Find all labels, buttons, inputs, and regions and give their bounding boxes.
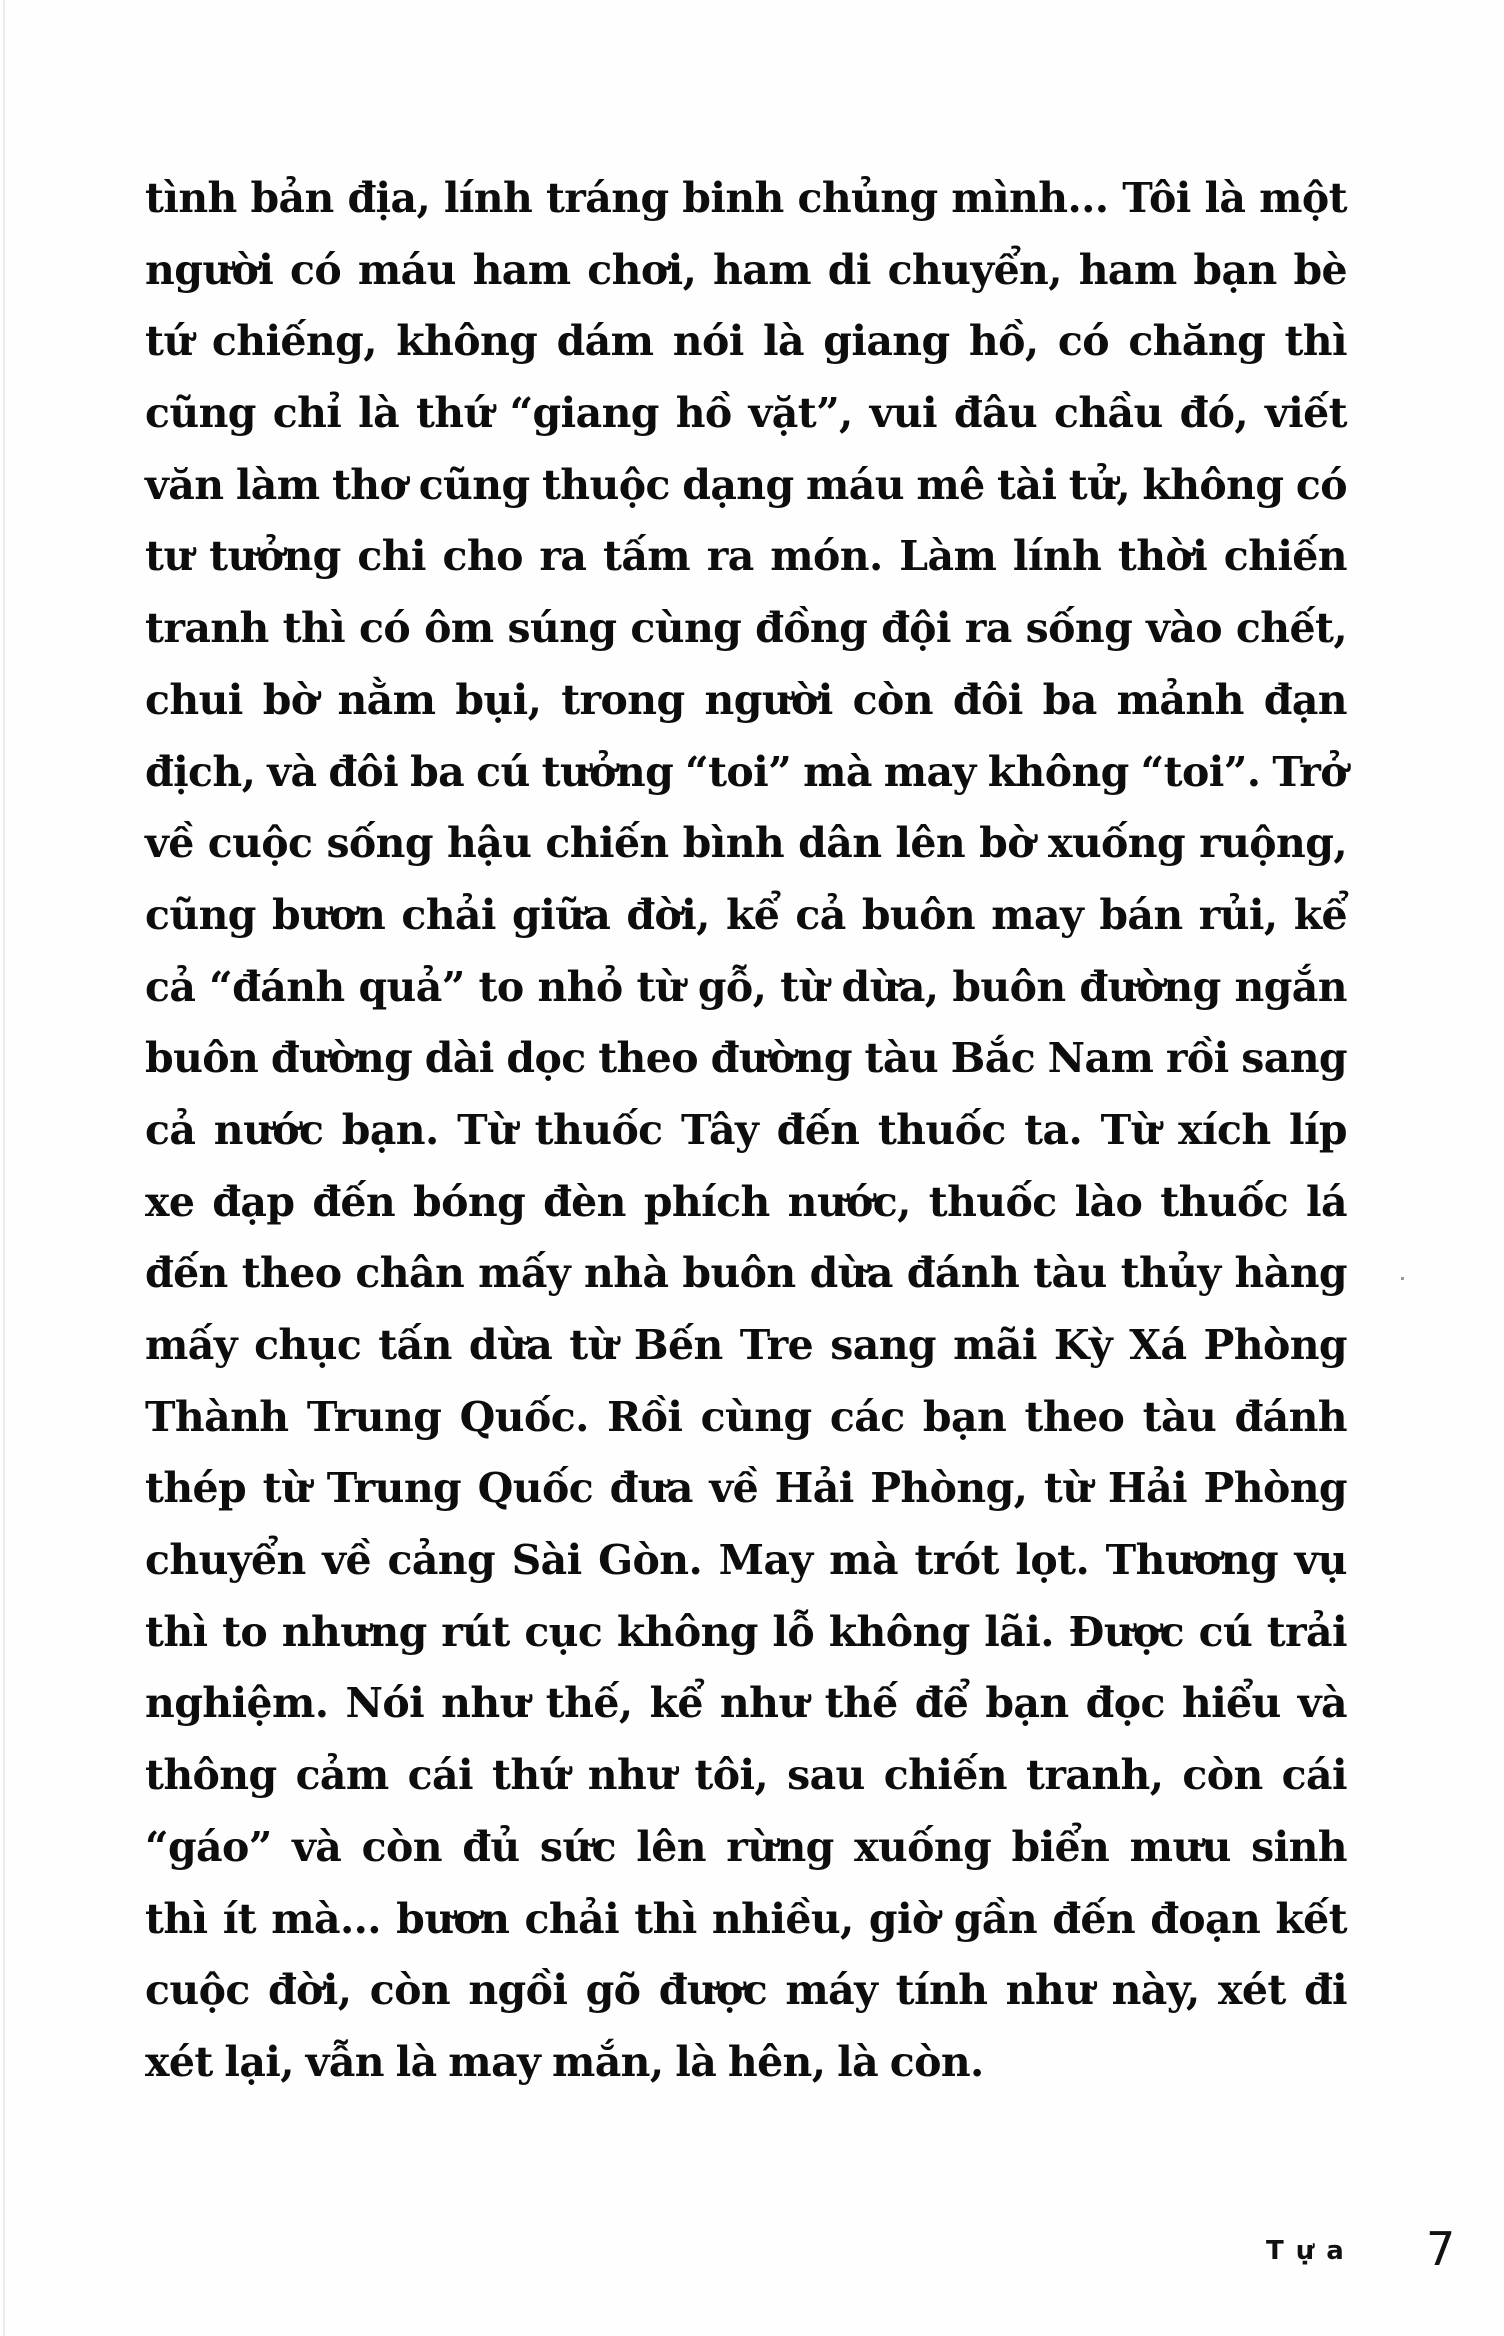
page-footer bbox=[1266, 2222, 1466, 2282]
text-line: cả “đánh quả” to nhỏ từ gỗ, từ dừa, buôn đường ngắn bbox=[145, 962, 1347, 1011]
text-line: Thành Trung Quốc. Rồi cùng các bạn theo tàu đánh bbox=[145, 1392, 1347, 1441]
text-line: cả nước bạn. Từ thuốc Tây đến thuốc ta. Từ xích líp bbox=[145, 1105, 1347, 1154]
running-head: Tựa bbox=[1266, 2236, 1356, 2266]
text-line: tứ chiếng, không dám nói là giang hồ, có chăng thì bbox=[145, 317, 1347, 366]
text-line: chuyển về cảng Sài Gòn. May mà trót lọt. Thương vụ bbox=[145, 1536, 1347, 1585]
text-line: cũng chỉ là thứ “giang hồ vặt”, vui đâu chầu đó, viết bbox=[145, 389, 1347, 438]
text-line: buôn đường dài dọc theo đường tàu Bắc Nam rồi sang bbox=[145, 1034, 1347, 1083]
text-line: tư tưởng chi cho ra tấm ra món. Làm lính thời chiến bbox=[145, 532, 1347, 581]
text-line: tình bản địa, lính tráng binh chủng mình... Tôi là một bbox=[145, 174, 1347, 222]
text-line: xe đạp đến bóng đèn phích nước, thuốc lào thuốc lá bbox=[145, 1177, 1347, 1226]
scan-speck bbox=[1401, 1277, 1404, 1280]
page-body-text bbox=[145, 163, 1347, 2099]
text-line: đến theo chân mấy nhà buôn dừa đánh tàu thủy hàng bbox=[145, 1249, 1347, 1298]
text-line: thép từ Trung Quốc đưa về Hải Phòng, từ Hải Phòng bbox=[145, 1464, 1347, 1513]
text-line-last: xét lại, vẫn là may mắn, là hên, là còn. bbox=[145, 2037, 984, 2086]
text-line: cũng bươn chải giữa đời, kể cả buôn may bán rủi, kể bbox=[145, 890, 1347, 939]
text-line: tranh thì có ôm súng cùng đồng đội ra sống vào chết, bbox=[145, 604, 1347, 653]
text-line: mấy chục tấn dừa từ Bến Tre sang mãi Kỳ Xá Phòng bbox=[145, 1321, 1347, 1369]
text-line: chui bờ nằm bụi, trong người còn đôi ba mảnh đạn bbox=[145, 675, 1347, 724]
text-line: thông cảm cái thứ như tôi, sau chiến tranh, còn cái bbox=[145, 1751, 1347, 1800]
text-line: nghiệm. Nói như thế, kể như thế để bạn đọc hiểu và bbox=[145, 1679, 1347, 1728]
text-line: thì ít mà... bươn chải thì nhiều, giờ gần đến đoạn kết bbox=[145, 1894, 1347, 1943]
text-line: địch, và đôi ba cú tưởng “toi” mà may không “toi”. Trở bbox=[145, 747, 1347, 796]
page-edge-shadow bbox=[3, 0, 5, 2336]
text-line: văn làm thơ cũng thuộc dạng máu mê tài tử, không có bbox=[145, 460, 1347, 509]
text-line: cuộc đời, còn ngồi gõ được máy tính như này, xét đi bbox=[145, 1966, 1347, 2015]
text-line: người có máu ham chơi, ham di chuyển, ham bạn bè bbox=[145, 245, 1347, 294]
text-line: “gáo” và còn đủ sức lên rừng xuống biển mưu sinh bbox=[145, 1822, 1347, 1871]
text-line: thì to nhưng rút cục không lỗ không lãi. Được cú trải bbox=[145, 1607, 1347, 1656]
text-line: về cuộc sống hậu chiến bình dân lên bờ xuống ruộng, bbox=[145, 819, 1347, 868]
page-number: 7 bbox=[1426, 2222, 1456, 2276]
